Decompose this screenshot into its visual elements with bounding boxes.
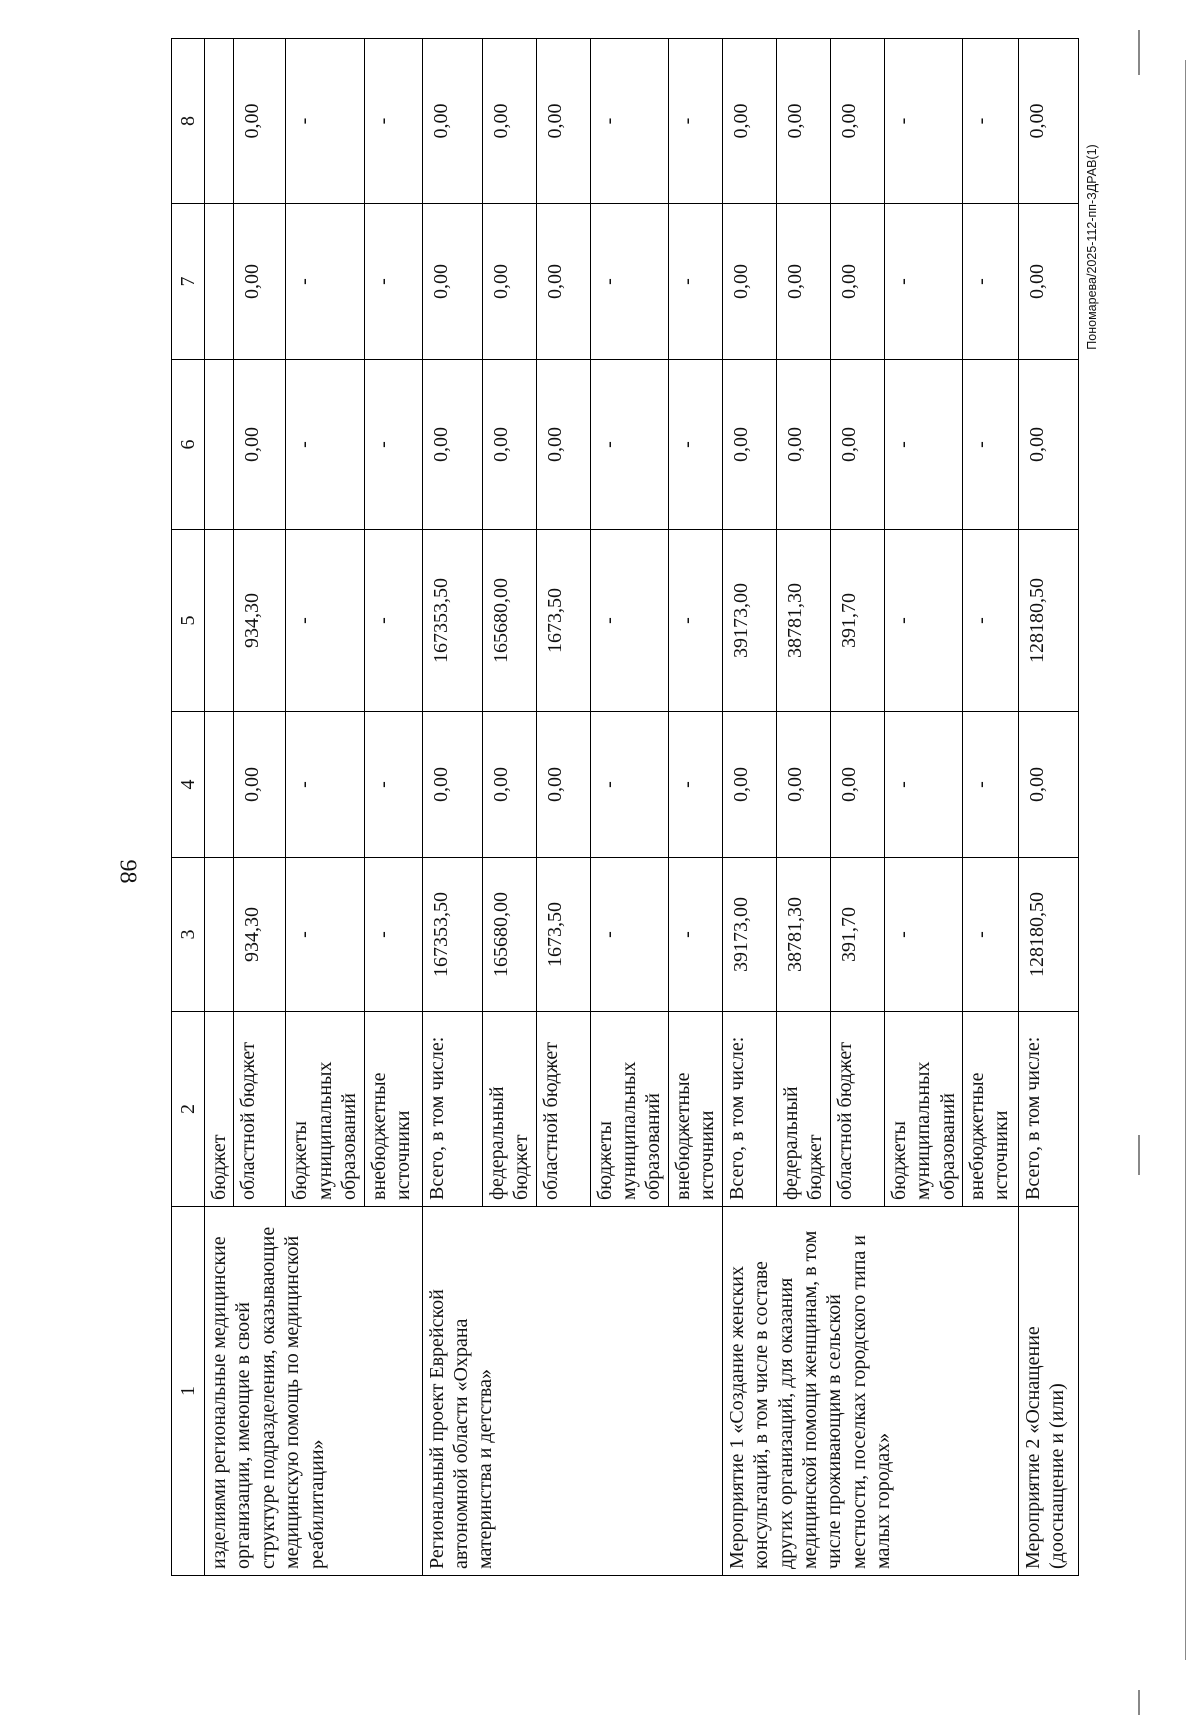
value-cell: 934,30 <box>234 530 286 712</box>
value-cell: - <box>668 712 722 858</box>
value-cell: - <box>962 360 1018 530</box>
value-cell <box>205 204 234 360</box>
value-cell: 0,00 <box>1018 204 1078 360</box>
value-cell: 0,00 <box>722 204 776 360</box>
funding-source-cell: областной бюджет <box>536 1012 590 1207</box>
activity-name-cell: Мероприятие 2 «Оснащение (дооснащение и (или) <box>1018 1207 1078 1576</box>
value-cell: 1673,50 <box>536 530 590 712</box>
table-row <box>1018 39 1078 1576</box>
funding-source-cell: Всего, в том числе: <box>722 1012 776 1207</box>
value-cell: - <box>286 530 364 712</box>
value-cell: 0,00 <box>776 39 830 204</box>
value-cell: - <box>590 360 668 530</box>
activity-name-cell: изделиями региональные медицинские организации, имеющие в своей структуре подразделения, оказывающие медицинскую помощь по медицинской реабилитации» <box>205 1207 423 1576</box>
value-cell: - <box>590 858 668 1012</box>
value-cell: - <box>590 530 668 712</box>
value-cell: 0,00 <box>422 360 482 530</box>
funding-source-cell: бюджеты муниципальных образований <box>286 1012 364 1207</box>
value-cell: - <box>364 858 422 1012</box>
value-cell: 0,00 <box>1018 360 1078 530</box>
value-cell: 0,00 <box>830 39 884 204</box>
value-cell: - <box>590 712 668 858</box>
value-cell: - <box>286 204 364 360</box>
value-cell: - <box>668 858 722 1012</box>
header-cell: 7 <box>172 204 205 360</box>
value-cell: 128180,50 <box>1018 530 1078 712</box>
header-cell: 4 <box>172 712 205 858</box>
value-cell: 0,00 <box>482 204 536 360</box>
value-cell: - <box>364 39 422 204</box>
funding-source-cell: бюджеты муниципальных образований <box>590 1012 668 1207</box>
header-cell: 5 <box>172 530 205 712</box>
value-cell: - <box>884 530 962 712</box>
footer-code: Пономарева/2025-112-пп-ЗДРАВ(1) <box>1085 144 1099 350</box>
value-cell: - <box>884 858 962 1012</box>
scan-edge-mark <box>1185 60 1186 1660</box>
value-cell: - <box>590 39 668 204</box>
value-cell: 165680,00 <box>482 530 536 712</box>
value-cell: 0,00 <box>422 39 482 204</box>
value-cell: 38781,30 <box>776 858 830 1012</box>
value-cell: 0,00 <box>722 712 776 858</box>
funding-source-cell: Всего, в том числе: <box>422 1012 482 1207</box>
value-cell: - <box>668 204 722 360</box>
value-cell: - <box>668 360 722 530</box>
value-cell: 0,00 <box>482 39 536 204</box>
value-cell: - <box>884 204 962 360</box>
value-cell: 0,00 <box>482 360 536 530</box>
value-cell: 0,00 <box>830 360 884 530</box>
value-cell: 0,00 <box>1018 39 1078 204</box>
value-cell: - <box>962 712 1018 858</box>
funding-source-cell: бюджет <box>205 1012 234 1207</box>
value-cell: - <box>364 360 422 530</box>
value-cell: 38781,30 <box>776 530 830 712</box>
value-cell: 934,30 <box>234 858 286 1012</box>
funding-source-cell: внебюджетные источники <box>962 1012 1018 1207</box>
table-row <box>422 39 482 1576</box>
value-cell: 0,00 <box>234 360 286 530</box>
table-row <box>722 39 776 1576</box>
value-cell: - <box>962 858 1018 1012</box>
scan-edge-mark <box>1138 1135 1140 1175</box>
value-cell: 1673,50 <box>536 858 590 1012</box>
value-cell: - <box>962 530 1018 712</box>
activity-name-cell: Региональный проект Еврейской автономной области «Охрана материнства и детства» <box>422 1207 722 1576</box>
value-cell: - <box>590 204 668 360</box>
funding-source-cell: Всего, в том числе: <box>1018 1012 1078 1207</box>
value-cell: 0,00 <box>536 39 590 204</box>
value-cell: 391,70 <box>830 530 884 712</box>
funding-source-cell: бюджеты муниципальных образований <box>884 1012 962 1207</box>
rotated-table-container <box>171 39 1071 1576</box>
value-cell: - <box>962 204 1018 360</box>
value-cell: - <box>884 360 962 530</box>
value-cell: - <box>364 530 422 712</box>
value-cell: 0,00 <box>776 712 830 858</box>
table-header <box>172 39 205 1576</box>
funding-source-cell: областной бюджет <box>234 1012 286 1207</box>
header-cell: 1 <box>172 1207 205 1576</box>
value-cell: - <box>884 39 962 204</box>
header-row <box>172 39 205 1576</box>
funding-source-cell: внебюджетные источники <box>668 1012 722 1207</box>
value-cell: - <box>668 530 722 712</box>
value-cell: - <box>884 712 962 858</box>
value-cell: 0,00 <box>1018 712 1078 858</box>
funding-source-cell: федеральный бюджет <box>482 1012 536 1207</box>
value-cell: 39173,00 <box>722 530 776 712</box>
value-cell: - <box>364 204 422 360</box>
value-cell <box>205 858 234 1012</box>
value-cell <box>205 712 234 858</box>
funding-source-cell: федеральный бюджет <box>776 1012 830 1207</box>
value-cell: 0,00 <box>482 712 536 858</box>
value-cell <box>205 360 234 530</box>
value-cell: - <box>286 712 364 858</box>
value-cell: 0,00 <box>234 204 286 360</box>
funding-source-cell: областной бюджет <box>830 1012 884 1207</box>
value-cell: 167353,50 <box>422 530 482 712</box>
value-cell: - <box>286 858 364 1012</box>
header-cell: 3 <box>172 858 205 1012</box>
value-cell: 0,00 <box>722 360 776 530</box>
value-cell: 165680,00 <box>482 858 536 1012</box>
value-cell: - <box>962 39 1018 204</box>
page-number: 98 <box>114 859 141 884</box>
value-cell: 0,00 <box>422 204 482 360</box>
value-cell <box>205 39 234 204</box>
scan-edge-mark <box>1138 1690 1140 1715</box>
value-cell: - <box>364 712 422 858</box>
value-cell: 0,00 <box>234 39 286 204</box>
value-cell: 0,00 <box>536 204 590 360</box>
value-cell: 0,00 <box>722 39 776 204</box>
value-cell: 0,00 <box>536 712 590 858</box>
value-cell <box>205 530 234 712</box>
value-cell: 0,00 <box>830 204 884 360</box>
budget-table <box>171 38 1079 1576</box>
value-cell: 167353,50 <box>422 858 482 1012</box>
header-cell: 8 <box>172 39 205 204</box>
value-cell: - <box>668 39 722 204</box>
value-cell: 128180,50 <box>1018 858 1078 1012</box>
value-cell: 0,00 <box>830 712 884 858</box>
scan-edge-mark <box>1138 30 1140 75</box>
activity-name-cell: Мероприятие 1 «Создание женских консультаций, в том числе в составе других организаций, для оказания медицинской помощи женщинам, в том числе проживающим в сельской местности, поселках городского типа и малых городах» <box>722 1207 1018 1576</box>
table-body <box>205 39 1079 1576</box>
value-cell: 0,00 <box>776 204 830 360</box>
value-cell: 391,70 <box>830 858 884 1012</box>
value-cell: 0,00 <box>776 360 830 530</box>
header-cell: 6 <box>172 360 205 530</box>
value-cell: 0,00 <box>536 360 590 530</box>
value-cell: 39173,00 <box>722 858 776 1012</box>
header-cell: 2 <box>172 1012 205 1207</box>
value-cell: 0,00 <box>422 712 482 858</box>
table-row <box>205 39 234 1576</box>
value-cell: 0,00 <box>234 712 286 858</box>
value-cell: - <box>286 39 364 204</box>
funding-source-cell: внебюджетные источники <box>364 1012 422 1207</box>
value-cell: - <box>286 360 364 530</box>
